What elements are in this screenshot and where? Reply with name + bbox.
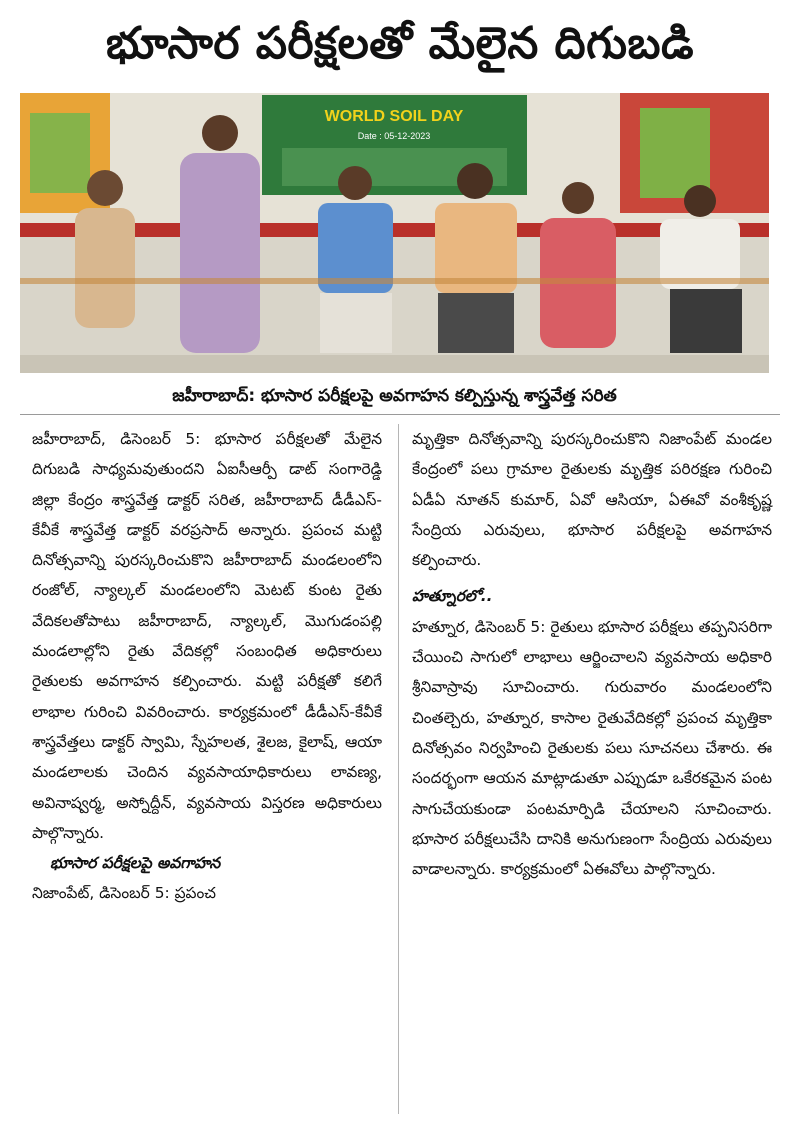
right-paragraph-2: హత్నూర, డిసెంబర్ 5: రైతులు భూసార పరీక్షలు తప్పనిసరిగా చేయించి సాగులో లాభాలు ఆర్జించాలని వ్యవసాయ అధికారి శ్రీనివాస్రావు సూచించారు. గురువారం మండలంలోని చింతల్చెరు, హత్నూర, కాసాల రైతువేదికల్లో ప్రపంచ మృత్తికా దినోత్సవం నిర్వహించి రైతులకు పలు సూచనలు చేశారు. ఈ సందర్భంగా ఆయన మాట్లాడుతూ ఎప్పుడూ ఒకేరకమైన పంట సాగుచేయకుండా పంటమార్పిడి చేయాలని సూచించారు. భూసార పరీక్షలుచేసి దానికి అనుగుణంగా సేంద్రియ ఎరువులు వాడాలన్నారు. కార్యక్రమంలో ఏఈవోలు పాల్గొన్నారు.	[412, 617, 772, 879]
banner-date: Date : 05-12-2023	[357, 131, 431, 141]
right-subhead: హత్నూరలో..	[412, 587, 493, 606]
caption-rule	[20, 414, 780, 415]
left-column	[32, 424, 382, 909]
column-divider	[398, 424, 399, 1114]
news-photo	[20, 93, 769, 373]
right-paragraph-1: మృత్తికా దినోత్సవాన్ని పురస్కరించుకొని నిజాంపేట్ మండల కేంద్రంలో పలు గ్రామాల రైతులకు మృత్తిక పరిరక్షణ గురించి ఏడీఏ నూతన్ కుమార్, ఏవో ఆసియా, ఏఈవో వంశీకృష్ణ సేంద్రియ ఎరువులు, భూసార పరీక్షలపై అవగాహన కల్పించారు.	[412, 430, 772, 570]
photo-caption: జహీరాబాద్: భూసార పరీక్షలపై అవగాహన కల్పిస్తున్న శాస్త్రవేత్త సరిత	[172, 386, 617, 406]
headline: భూసార పరీక్షలతో మేలైన దిగుబడి	[105, 18, 695, 69]
right-column	[412, 424, 772, 884]
banner-title: WORLD SOIL DAY	[324, 108, 464, 125]
left-paragraph-1: జహీరాబాద్, డిసెంబర్ 5: భూసార పరీక్షలతో మేలైన దిగుబడి సాధ్యమవుతుందని ఏఐసీఆర్పీ డాట్ సంగారెడ్డి జిల్లా కేంద్రం శాస్త్రవేత్త డాక్టర్ సరిత, జహీరాబాద్ డీడీఎస్-కేవీకే శాస్త్రవేత్త డాక్టర్ వరప్రసాద్ అన్నారు. ప్రపంచ మట్టి దినోత్సవాన్ని పురస్కరించుకొని జహీరాబాద్ మండలంలోని రంజోల్, న్యాల్కల్ మండలంలోని మెటట్ కుంట రైతు వేదికలతోపాటు జహీరాబాద్, న్యాల్కల్, మొగుడంపల్లి మండలాల్లోని రైతు వేదికల్లో సంబంధిత అధికారులు రైతులకు అవగాహన కల్పించారు. మట్టి పరీక్షతో కలిగే లాభాల గురించి వివరించారు. కార్యక్రమంలో డీడీఎస్-కేవీకే శాస్త్రవేత్తలు డాక్టర్ స్వామి, స్నేహలత, శైలజ, కైలాష్, ఆయా మండలాలకు చెందిన వ్యవసాయాధికారులు లావణ్య, అవినాష్వర్మ, అస్నోద్దీన్, వ్యవసాయ విస్తరణ అధికారులు పాల్గొన్నారు.	[32, 430, 382, 842]
left-paragraph-2: నిజాంపేట్, డిసెంబర్ 5: ప్రపంచ	[32, 884, 216, 903]
left-subhead: భూసార పరీక్షలపై అవగాహన	[50, 854, 221, 873]
